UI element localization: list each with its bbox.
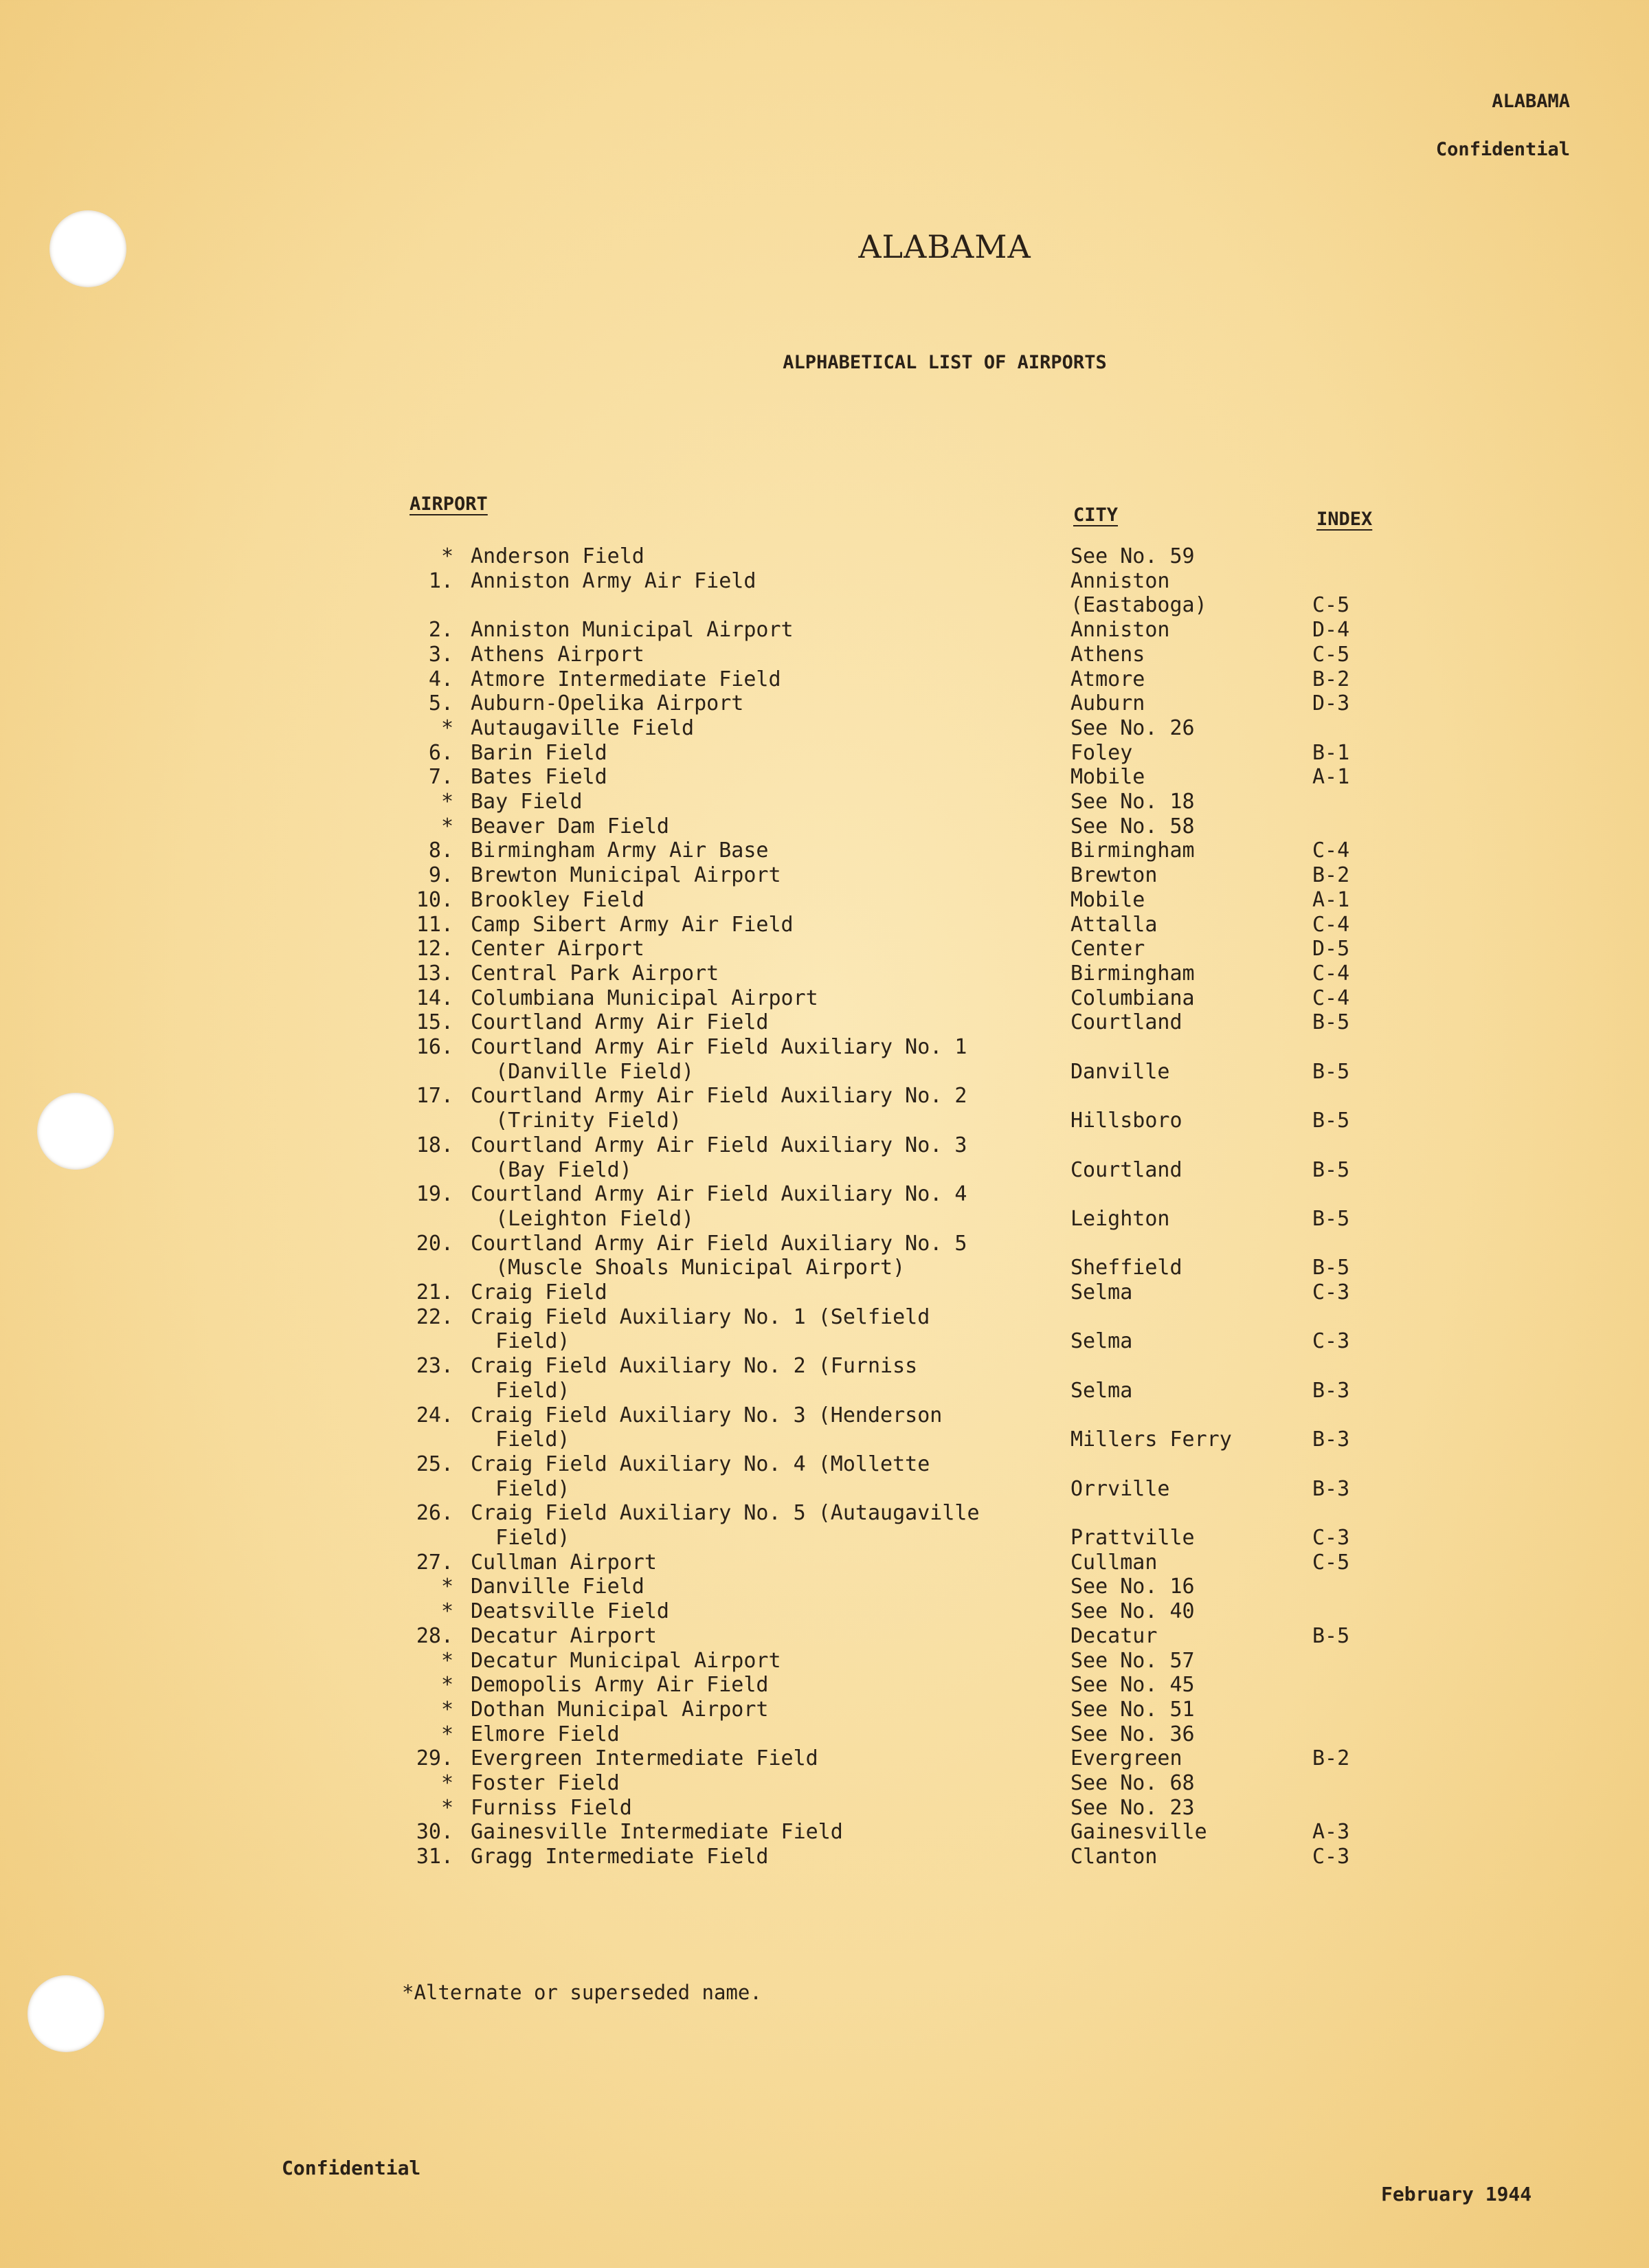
table-row [0,1477,1649,1502]
airport-city: Millers Ferry [1070,1427,1232,1452]
airport-index: A-1 [1312,888,1350,912]
table-row [0,1526,1649,1550]
airport-index: C-4 [1312,961,1350,986]
table-row [0,1575,1649,1599]
table-row [0,937,1649,961]
airport-name: Camp Sibert Army Air Field [471,913,794,937]
table-row [0,1010,1649,1035]
table-row [0,1550,1649,1575]
airport-index: D-4 [1312,618,1350,642]
table-row [0,888,1649,913]
binder-hole-bottom [27,1975,104,2052]
airport-index: D-3 [1312,691,1350,715]
header-classification: Confidential [1435,139,1570,160]
airport-name: Danville Field [471,1575,644,1599]
airport-number: 25. [416,1452,453,1476]
airport-name: Field) [471,1379,570,1403]
table-row [0,643,1649,667]
table-row [0,1771,1649,1796]
table-row [0,765,1649,790]
airport-name: Courtland Army Air Field Auxiliary No. 1 [471,1035,967,1059]
airport-name: Courtland Army Air Field [471,1010,769,1034]
airport-index: C-3 [1312,1526,1350,1550]
table-row [0,569,1649,594]
airport-name: Craig Field Auxiliary No. 3 (Henderson [471,1403,943,1427]
airport-name: Brookley Field [471,888,644,912]
airport-number: 4. [428,667,453,691]
table-row [0,1280,1649,1305]
table-row [0,1624,1649,1649]
table-row [0,1403,1649,1428]
table-row [0,961,1649,986]
airport-city: Columbiana [1070,986,1195,1010]
airport-city: See No. 57 [1070,1649,1195,1673]
airport-number: 1. [428,569,453,593]
table-row [0,1232,1649,1256]
airport-city: Sheffield [1070,1256,1182,1280]
airport-name: Dothan Municipal Airport [471,1698,769,1722]
airport-number: 12. [416,937,453,961]
table-row [0,1060,1649,1085]
airport-number: * [440,1722,453,1746]
airport-column-header: AIRPORT [410,493,488,515]
table-row [0,1796,1649,1821]
airport-name: Cullman Airport [471,1550,657,1575]
table-row [0,1109,1649,1133]
airport-number: 30. [416,1820,453,1844]
airport-city: Anniston [1070,569,1170,593]
airport-name: Craig Field [471,1280,607,1304]
airport-number: 23. [416,1354,453,1378]
table-row [0,1746,1649,1771]
airport-city: Danville [1070,1060,1170,1084]
airport-number: 22. [416,1305,453,1329]
airport-index: B-5 [1312,1158,1350,1182]
airport-city: Selma [1070,1329,1133,1353]
airport-name: Courtland Army Air Field Auxiliary No. 3 [471,1133,967,1157]
airport-city: Cullman [1070,1550,1158,1575]
airport-name: (Bay Field) [471,1158,632,1182]
airport-city: Athens [1070,643,1145,667]
table-row [0,618,1649,643]
airport-index: C-3 [1312,1280,1350,1304]
airport-number: 5. [428,691,453,715]
airport-name: Decatur Airport [471,1624,657,1648]
airport-number: 24. [416,1403,453,1427]
airport-number: 3. [428,643,453,667]
airport-name: Bates Field [471,765,607,789]
airport-city: Auburn [1070,691,1145,715]
airport-name: (Danville Field) [471,1060,695,1084]
airport-city: Orrville [1070,1477,1170,1501]
airport-number: 16. [416,1035,453,1059]
airport-index: B-5 [1312,1256,1350,1280]
airport-name: Field) [471,1329,570,1353]
airport-name: Courtland Army Air Field Auxiliary No. 2 [471,1084,967,1108]
airport-index: A-1 [1312,765,1350,789]
airport-name: Central Park Airport [471,961,719,986]
airport-city: (Eastaboga) [1070,593,1207,617]
table-row [0,814,1649,839]
airport-number: * [440,716,453,740]
table-row [0,1379,1649,1403]
airport-name: Deatsville Field [471,1599,669,1623]
airport-city: Prattville [1070,1526,1195,1550]
table-row [0,1158,1649,1183]
city-column-header: CITY [1073,504,1119,526]
airport-index: C-3 [1312,1329,1350,1353]
airport-name: Beaver Dam Field [471,814,669,838]
airport-number: 13. [416,961,453,986]
airport-index: C-5 [1312,643,1350,667]
table-row [0,1305,1649,1330]
airport-name: Center Airport [471,937,644,961]
airport-number: 18. [416,1133,453,1157]
airport-name: Gainesville Intermediate Field [471,1820,843,1844]
airport-index: B-3 [1312,1427,1350,1452]
airport-name: Bay Field [471,790,583,814]
airport-index: B-3 [1312,1477,1350,1501]
airport-name: Field) [471,1427,570,1452]
airport-name: Craig Field Auxiliary No. 1 (Selfield [471,1305,930,1329]
airport-index: B-2 [1312,667,1350,691]
airport-index: B-1 [1312,741,1350,765]
table-row [0,1845,1649,1869]
table-row [0,691,1649,716]
airport-city: Leighton [1070,1207,1170,1231]
airport-city: Foley [1070,741,1133,765]
airport-number: 20. [416,1232,453,1256]
airport-city: Attalla [1070,913,1158,937]
airport-number: 14. [416,986,453,1010]
airport-number: 19. [416,1182,453,1206]
airport-city: See No. 51 [1070,1698,1195,1722]
table-row [0,1035,1649,1060]
page-title: ALABAMA [858,228,1031,265]
airport-number: 29. [416,1746,453,1770]
table-row [0,716,1649,741]
airport-city: Gainesville [1070,1820,1207,1844]
airport-name: Athens Airport [471,643,644,667]
airport-city: See No. 68 [1070,1771,1195,1795]
airport-name: Atmore Intermediate Field [471,667,781,691]
airport-index: B-5 [1312,1109,1350,1133]
airport-name: Decatur Municipal Airport [471,1649,781,1673]
airport-name: (Muscle Shoals Municipal Airport) [471,1256,906,1280]
airport-name: Evergreen Intermediate Field [471,1746,818,1770]
airport-name: Barin Field [471,741,607,765]
table-row [0,1673,1649,1698]
airport-index: C-4 [1312,986,1350,1010]
airport-number: * [440,1599,453,1623]
airport-index: C-3 [1312,1845,1350,1869]
airport-city: See No. 40 [1070,1599,1195,1623]
airport-name: Field) [471,1477,570,1501]
airport-index: D-5 [1312,937,1350,961]
table-row [0,1501,1649,1526]
airport-name: Craig Field Auxiliary No. 5 (Autaugaville [471,1501,980,1525]
table-row [0,1182,1649,1207]
airport-number: 17. [416,1084,453,1108]
airport-city: Birmingham [1070,961,1195,986]
airport-name: Craig Field Auxiliary No. 4 (Mollette [471,1452,930,1476]
airport-number: 8. [428,838,453,863]
table-row [0,790,1649,814]
airport-city: See No. 26 [1070,716,1195,740]
airport-number: * [440,790,453,814]
airport-name: Field) [471,1526,570,1550]
airport-city: Courtland [1070,1158,1182,1182]
airport-city: Clanton [1070,1845,1158,1869]
airport-number: 7. [428,765,453,789]
airport-city: Decatur [1070,1624,1158,1648]
airport-number: * [440,1575,453,1599]
airport-number: 28. [416,1624,453,1648]
airport-name: Autaugaville Field [471,716,695,740]
airport-index: C-4 [1312,913,1350,937]
airport-number: * [440,1673,453,1697]
airport-number: * [440,544,453,568]
airport-city: See No. 36 [1070,1722,1195,1746]
airport-city: Selma [1070,1379,1133,1403]
table-row [0,1722,1649,1747]
airport-name: Auburn-Opelika Airport [471,691,744,715]
airport-name: Craig Field Auxiliary No. 2 (Furniss [471,1354,918,1378]
airport-city: See No. 18 [1070,790,1195,814]
airport-name: Birmingham Army Air Base [471,838,769,863]
airport-name: Gragg Intermediate Field [471,1845,769,1869]
airport-name: Anniston Army Air Field [471,569,756,593]
airport-index: B-5 [1312,1207,1350,1231]
airport-name: Elmore Field [471,1722,620,1746]
airport-index: B-3 [1312,1379,1350,1403]
airport-number: 6. [428,741,453,765]
airport-number: 15. [416,1010,453,1034]
airport-name: Courtland Army Air Field Auxiliary No. 4 [471,1182,967,1206]
airport-index: B-5 [1312,1060,1350,1084]
airport-city: Anniston [1070,618,1170,642]
airport-city: Selma [1070,1280,1133,1304]
table-row [0,544,1649,569]
table-row [0,1133,1649,1158]
index-column-header: INDEX [1316,509,1373,530]
airport-city: See No. 23 [1070,1796,1195,1820]
airport-number: 31. [416,1845,453,1869]
table-row [0,986,1649,1011]
airport-index: B-2 [1312,863,1350,887]
airport-number: 11. [416,913,453,937]
table-row [0,838,1649,863]
airport-city: Hillsboro [1070,1109,1182,1133]
airport-number: * [440,1649,453,1673]
footer-classification: Confidential [282,2157,421,2179]
airport-city: Center [1070,937,1145,961]
table-row [0,1452,1649,1477]
airport-number: 2. [428,618,453,642]
airport-index: B-5 [1312,1624,1350,1648]
airport-name: Brewton Municipal Airport [471,863,781,887]
airport-city: Evergreen [1070,1746,1182,1770]
airport-number: * [440,1796,453,1820]
airport-city: Courtland [1070,1010,1182,1034]
airport-index: C-4 [1312,838,1350,863]
table-row [0,667,1649,692]
airport-city: Birmingham [1070,838,1195,863]
table-row [0,1649,1649,1674]
airport-city: See No. 45 [1070,1673,1195,1697]
airport-index: A-3 [1312,1820,1350,1844]
table-row [0,1256,1649,1280]
airport-number: 9. [428,863,453,887]
airport-city: See No. 58 [1070,814,1195,838]
airport-name: Anniston Municipal Airport [471,618,794,642]
table-row [0,1820,1649,1845]
airport-number: 27. [416,1550,453,1575]
airport-name: (Trinity Field) [471,1109,682,1133]
airport-city: See No. 59 [1070,544,1195,568]
airport-number: * [440,1698,453,1722]
footer-date: February 1944 [1381,2183,1532,2205]
table-row [0,593,1649,618]
airport-city: Brewton [1070,863,1158,887]
state-tag: ALABAMA [1492,91,1570,112]
airport-name: Furniss Field [471,1796,632,1820]
airport-index: C-5 [1312,1550,1350,1575]
airport-number: 10. [416,888,453,912]
airport-name: Anderson Field [471,544,644,568]
airport-number: 21. [416,1280,453,1304]
airport-index: B-2 [1312,1746,1350,1770]
table-row [0,741,1649,766]
table-row [0,913,1649,937]
table-row [0,1084,1649,1109]
airport-city: Mobile [1070,888,1145,912]
airport-number: 26. [416,1501,453,1525]
airport-number: * [440,1771,453,1795]
airport-index: C-5 [1312,593,1350,617]
airport-name: Courtland Army Air Field Auxiliary No. 5 [471,1232,967,1256]
page-subtitle: ALPHABETICAL LIST OF AIRPORTS [783,352,1107,373]
footnote: *Alternate or superseded name. [402,1981,762,2004]
table-row [0,1329,1649,1354]
table-row [0,1427,1649,1452]
table-row [0,863,1649,888]
airport-name: Demopolis Army Air Field [471,1673,769,1697]
airport-name: Columbiana Municipal Airport [471,986,818,1010]
airport-name: (Leighton Field) [471,1207,695,1231]
airport-city: Mobile [1070,765,1145,789]
airport-city: Atmore [1070,667,1145,691]
table-row [0,1354,1649,1379]
table-row [0,1599,1649,1624]
airport-number: * [440,814,453,838]
airport-city: See No. 16 [1070,1575,1195,1599]
table-row [0,1698,1649,1722]
table-row [0,1207,1649,1232]
airport-name: Foster Field [471,1771,620,1795]
airport-index: B-5 [1312,1010,1350,1034]
